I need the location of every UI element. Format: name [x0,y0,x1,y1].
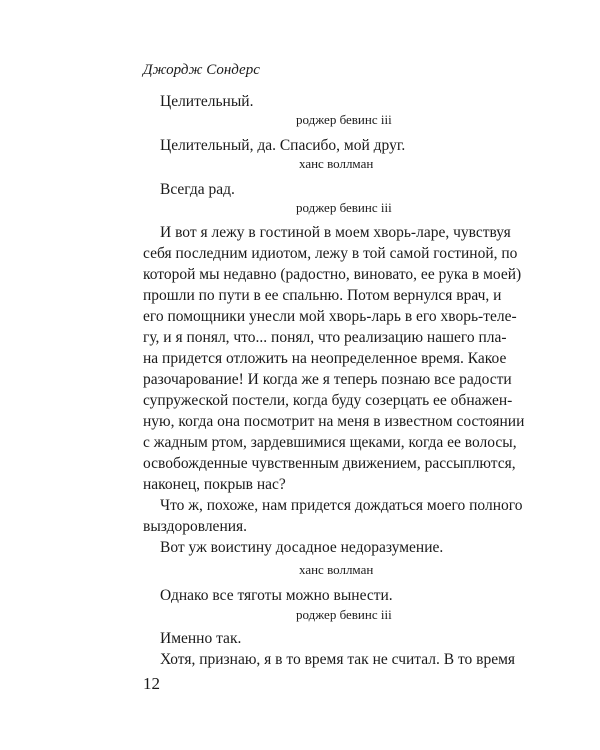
text-line: с жадным ртом, зардевшимися щеками, когда ее волосы, [143,434,517,451]
text-line: выздоровления. [143,518,248,535]
text-line: освобожденные чувственным движением, рассыплются, [143,455,516,472]
text-line: которой мы недавно (радостно, виновато, ее рука в моей) [143,266,522,283]
text-line: разочарование! И когда же я теперь познаю все радости [143,371,512,388]
speaker-attribution: ханс воллман [299,156,374,171]
text-line: ную, когда она посмотрит на меня в известном состоянии [143,413,525,430]
speaker-attribution: роджер бевинс iii [296,200,392,215]
speaker-attribution: роджер бевинс iii [296,607,392,622]
text-line: на придется отложить на неопределенное время. Какое [143,350,507,367]
dialogue-line: Именно так. [160,630,242,647]
text-line: прошли по пути в ее спальню. Потом вернулся врач, и [143,287,502,304]
speaker-attribution: ханс воллман [299,562,374,577]
page-number: 12 [143,674,160,693]
text-line: гу, и я понял, что... понял, что реализацию нашего пла- [143,329,507,346]
dialogue-line: Целительный. [160,93,254,110]
text-line: себя последним идиотом, лежу в той самой гостиной, по [143,245,518,262]
dialogue-line: Всегда рад. [160,181,235,198]
dialogue-line: Целительный, да. Спасибо, мой друг. [160,137,406,154]
text-line: Вот уж воистину досадное недоразумение. [160,539,444,556]
text-line: его помощники унесли мой хворь-ларь в его хворь-теле- [143,308,517,325]
text-line: супружеской постели, когда буду созерцать ее обнажен- [143,392,513,409]
running-header: Джордж Сондерс [143,62,260,78]
text-line: наконец, покрыв нас? [143,476,286,493]
text-line: Хотя, признаю, я в то время так не считал. В то время [160,651,516,668]
dialogue-line: Однако все тяготы можно вынести. [160,587,393,604]
text-line: И вот я лежу в гостиной в моем хворь-ларе, чувствуя [160,224,511,241]
text-line: Что ж, похоже, нам придется дождаться моего полного [160,497,523,514]
speaker-attribution: роджер бевинс iii [296,112,392,127]
